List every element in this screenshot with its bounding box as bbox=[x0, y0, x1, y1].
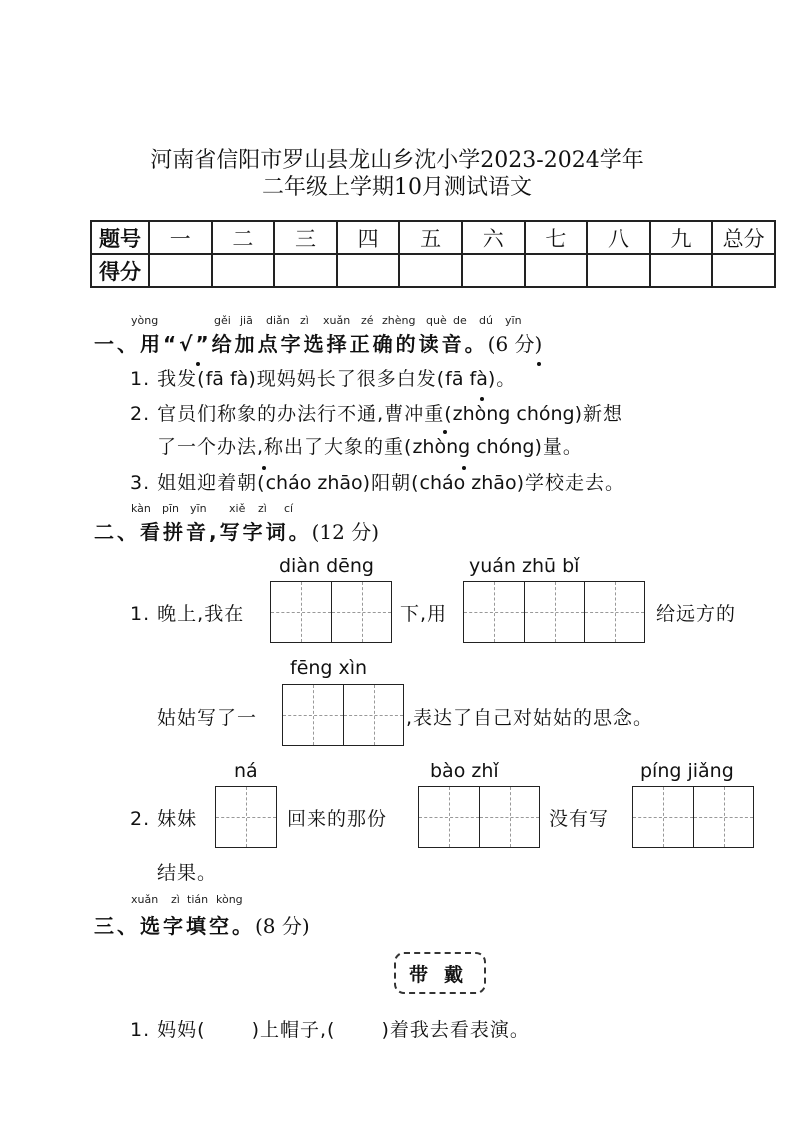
pinyin-options[interactable]: zhòng chóng bbox=[452, 403, 575, 425]
section2-pinyin: zì bbox=[258, 502, 267, 515]
section2-title: 二、看拼音,写字词。 bbox=[94, 520, 312, 544]
section2-item1-before: 1. 晚上,我在 bbox=[130, 603, 245, 625]
pinyin-options[interactable]: cháo zhāo bbox=[419, 472, 517, 494]
item-text: 了一个办法,称出了大象的重( bbox=[157, 436, 413, 458]
section1-pinyin: què bbox=[426, 314, 447, 327]
section1-item3 bbox=[130, 468, 625, 495]
score-input-cell[interactable] bbox=[274, 254, 337, 287]
item-text: )着我去看表演。 bbox=[381, 1019, 530, 1041]
section1-score: (6 分) bbox=[487, 332, 543, 356]
writing-cell[interactable] bbox=[343, 685, 403, 745]
section1-pinyin: de bbox=[453, 314, 467, 327]
score-input-cell[interactable] bbox=[212, 254, 275, 287]
pinyin-options[interactable]: cháo zhāo bbox=[265, 472, 363, 494]
score-input-cell[interactable] bbox=[462, 254, 525, 287]
writing-cell[interactable] bbox=[283, 685, 343, 745]
section3-heading bbox=[94, 910, 310, 939]
section3-item1 bbox=[130, 1015, 530, 1042]
box-pinyin: píng jiǎng bbox=[640, 760, 734, 782]
section1-title: 一、用“√”给加点字选择正确的读音。 bbox=[94, 332, 488, 356]
emphasis-dot bbox=[443, 430, 447, 434]
page-title-line2: 二年级上学期10月测试语文 bbox=[262, 175, 532, 200]
section2-pinyin: xiě bbox=[229, 502, 246, 515]
item-text: 1. 我发( bbox=[130, 368, 206, 390]
section1-heading bbox=[94, 328, 542, 357]
score-input-cell[interactable] bbox=[525, 254, 588, 287]
item-text: )阳朝( bbox=[362, 472, 420, 494]
section2-item1-line2-after: ,表达了自己对姑姑的思念。 bbox=[406, 707, 654, 729]
section1-item1 bbox=[130, 364, 516, 391]
section3-pinyin: zì bbox=[171, 893, 180, 906]
box-pinyin: diàn dēng bbox=[279, 555, 374, 577]
score-input-cell[interactable] bbox=[587, 254, 650, 287]
item-text: )量。 bbox=[534, 436, 583, 458]
section1-pinyin: dú bbox=[479, 314, 493, 327]
writing-cell[interactable] bbox=[464, 582, 524, 642]
pinyin-options[interactable]: fā fà bbox=[445, 368, 488, 390]
section1-item2 bbox=[130, 399, 623, 426]
item-text: 1. 妈妈( bbox=[130, 1019, 206, 1041]
score-table-cell: 六 bbox=[462, 221, 525, 254]
writing-cell[interactable] bbox=[633, 787, 693, 847]
score-table-cell: 一 bbox=[149, 221, 212, 254]
emphasis-dot bbox=[196, 362, 200, 366]
item-text: 3. 姐姐迎着朝( bbox=[130, 472, 266, 494]
section1-pinyin: xuǎn bbox=[323, 314, 351, 327]
section2-item2-after: 没有写 bbox=[549, 808, 610, 830]
writing-cell[interactable] bbox=[331, 582, 391, 642]
writing-box-group[interactable] bbox=[418, 786, 540, 848]
emphasis-dot bbox=[537, 362, 541, 366]
writing-box-group[interactable] bbox=[282, 684, 404, 746]
emphasis-dot bbox=[262, 466, 266, 470]
section1-pinyin: jiā bbox=[240, 314, 253, 327]
writing-cell[interactable] bbox=[271, 582, 331, 642]
section1-pinyin: zhèng bbox=[382, 314, 416, 327]
box-pinyin: yuán zhū bǐ bbox=[469, 555, 580, 577]
pinyin-options[interactable]: fā fà bbox=[205, 368, 249, 390]
score-table-cell: 七 bbox=[525, 221, 588, 254]
section1-pinyin: yīn bbox=[505, 314, 522, 327]
section2-item1-line2-before: 姑姑写了一 bbox=[157, 707, 258, 729]
writing-box-group[interactable] bbox=[215, 786, 277, 848]
score-table-cell: 五 bbox=[399, 221, 462, 254]
score-input-cell[interactable] bbox=[337, 254, 400, 287]
section3-pinyin: kòng bbox=[216, 893, 243, 906]
section2-pinyin: pīn bbox=[162, 502, 180, 515]
section3-score: (8 分) bbox=[255, 914, 310, 938]
box-pinyin: ná bbox=[234, 760, 258, 782]
writing-box-group[interactable] bbox=[270, 581, 392, 643]
score-table-cell: 四 bbox=[337, 221, 400, 254]
score-table-cell: 九 bbox=[650, 221, 713, 254]
writing-cell[interactable] bbox=[216, 787, 276, 847]
score-row-label: 得分 bbox=[91, 254, 149, 287]
section2-item2-line2: 结果。 bbox=[157, 862, 218, 884]
section2-item1-middle: 下,用 bbox=[400, 603, 448, 625]
item-text: 2. 官员们称象的办法行不通,曹冲重( bbox=[130, 403, 453, 425]
writing-box-group[interactable] bbox=[632, 786, 754, 848]
section3-pinyin: xuǎn bbox=[131, 893, 159, 906]
section2-pinyin: yīn bbox=[190, 502, 207, 515]
score-table-score-row bbox=[91, 254, 775, 287]
section2-score: (12 分) bbox=[311, 520, 380, 544]
section1-pinyin: zé bbox=[361, 314, 374, 327]
section1-pinyin: diǎn bbox=[266, 314, 290, 327]
page-title-line1: 河南省信阳市罗山县龙山乡沈小学2023-2024学年 bbox=[150, 148, 644, 173]
box-pinyin: fēng xìn bbox=[290, 657, 368, 679]
score-table-header-row bbox=[91, 221, 775, 254]
section1-item2-cont bbox=[157, 432, 583, 459]
score-table-cell: 三 bbox=[274, 221, 337, 254]
section3-pinyin: tián bbox=[187, 893, 209, 906]
section2-heading bbox=[94, 516, 379, 545]
box-pinyin: bào zhǐ bbox=[430, 760, 499, 782]
item-text: )新想 bbox=[574, 403, 624, 425]
item-text: )学校走去。 bbox=[516, 472, 625, 494]
score-input-cell[interactable] bbox=[399, 254, 462, 287]
word-choice-box: 带戴 bbox=[394, 952, 486, 994]
writing-cell[interactable] bbox=[524, 582, 584, 642]
emphasis-dot bbox=[462, 466, 466, 470]
section1-pinyin: yòng bbox=[131, 314, 159, 327]
writing-cell[interactable] bbox=[419, 787, 479, 847]
score-table-cell: 二 bbox=[212, 221, 275, 254]
section2-item1-after: 给远方的 bbox=[656, 603, 737, 625]
section2-item2-middle: 回来的那份 bbox=[287, 808, 388, 830]
score-table-cell: 题号 bbox=[91, 221, 149, 254]
score-input-cell[interactable] bbox=[149, 254, 212, 287]
section1-pinyin: gěi bbox=[214, 314, 231, 327]
item-text: )。 bbox=[487, 368, 517, 390]
section3-title: 三、选字填空。 bbox=[94, 914, 255, 938]
item-text: )上帽子,( bbox=[251, 1019, 336, 1041]
section2-pinyin: kàn bbox=[131, 502, 151, 515]
section2-pinyin: cí bbox=[284, 502, 294, 515]
pinyin-options[interactable]: zhòng chóng bbox=[412, 436, 535, 458]
section1-pinyin: zì bbox=[300, 314, 309, 327]
emphasis-dot bbox=[480, 397, 484, 401]
score-input-cell[interactable] bbox=[712, 254, 775, 287]
writing-box-group[interactable] bbox=[463, 581, 645, 643]
score-table-cell: 总分 bbox=[712, 221, 775, 254]
section2-item2-before: 2. 妹妹 bbox=[130, 808, 198, 830]
item-text: )现妈妈长了很多白发( bbox=[248, 368, 446, 390]
score-table-cell: 八 bbox=[587, 221, 650, 254]
writing-cell[interactable] bbox=[693, 787, 753, 847]
score-input-cell[interactable] bbox=[650, 254, 713, 287]
writing-cell[interactable] bbox=[584, 582, 644, 642]
score-table bbox=[90, 220, 776, 288]
writing-cell[interactable] bbox=[479, 787, 539, 847]
